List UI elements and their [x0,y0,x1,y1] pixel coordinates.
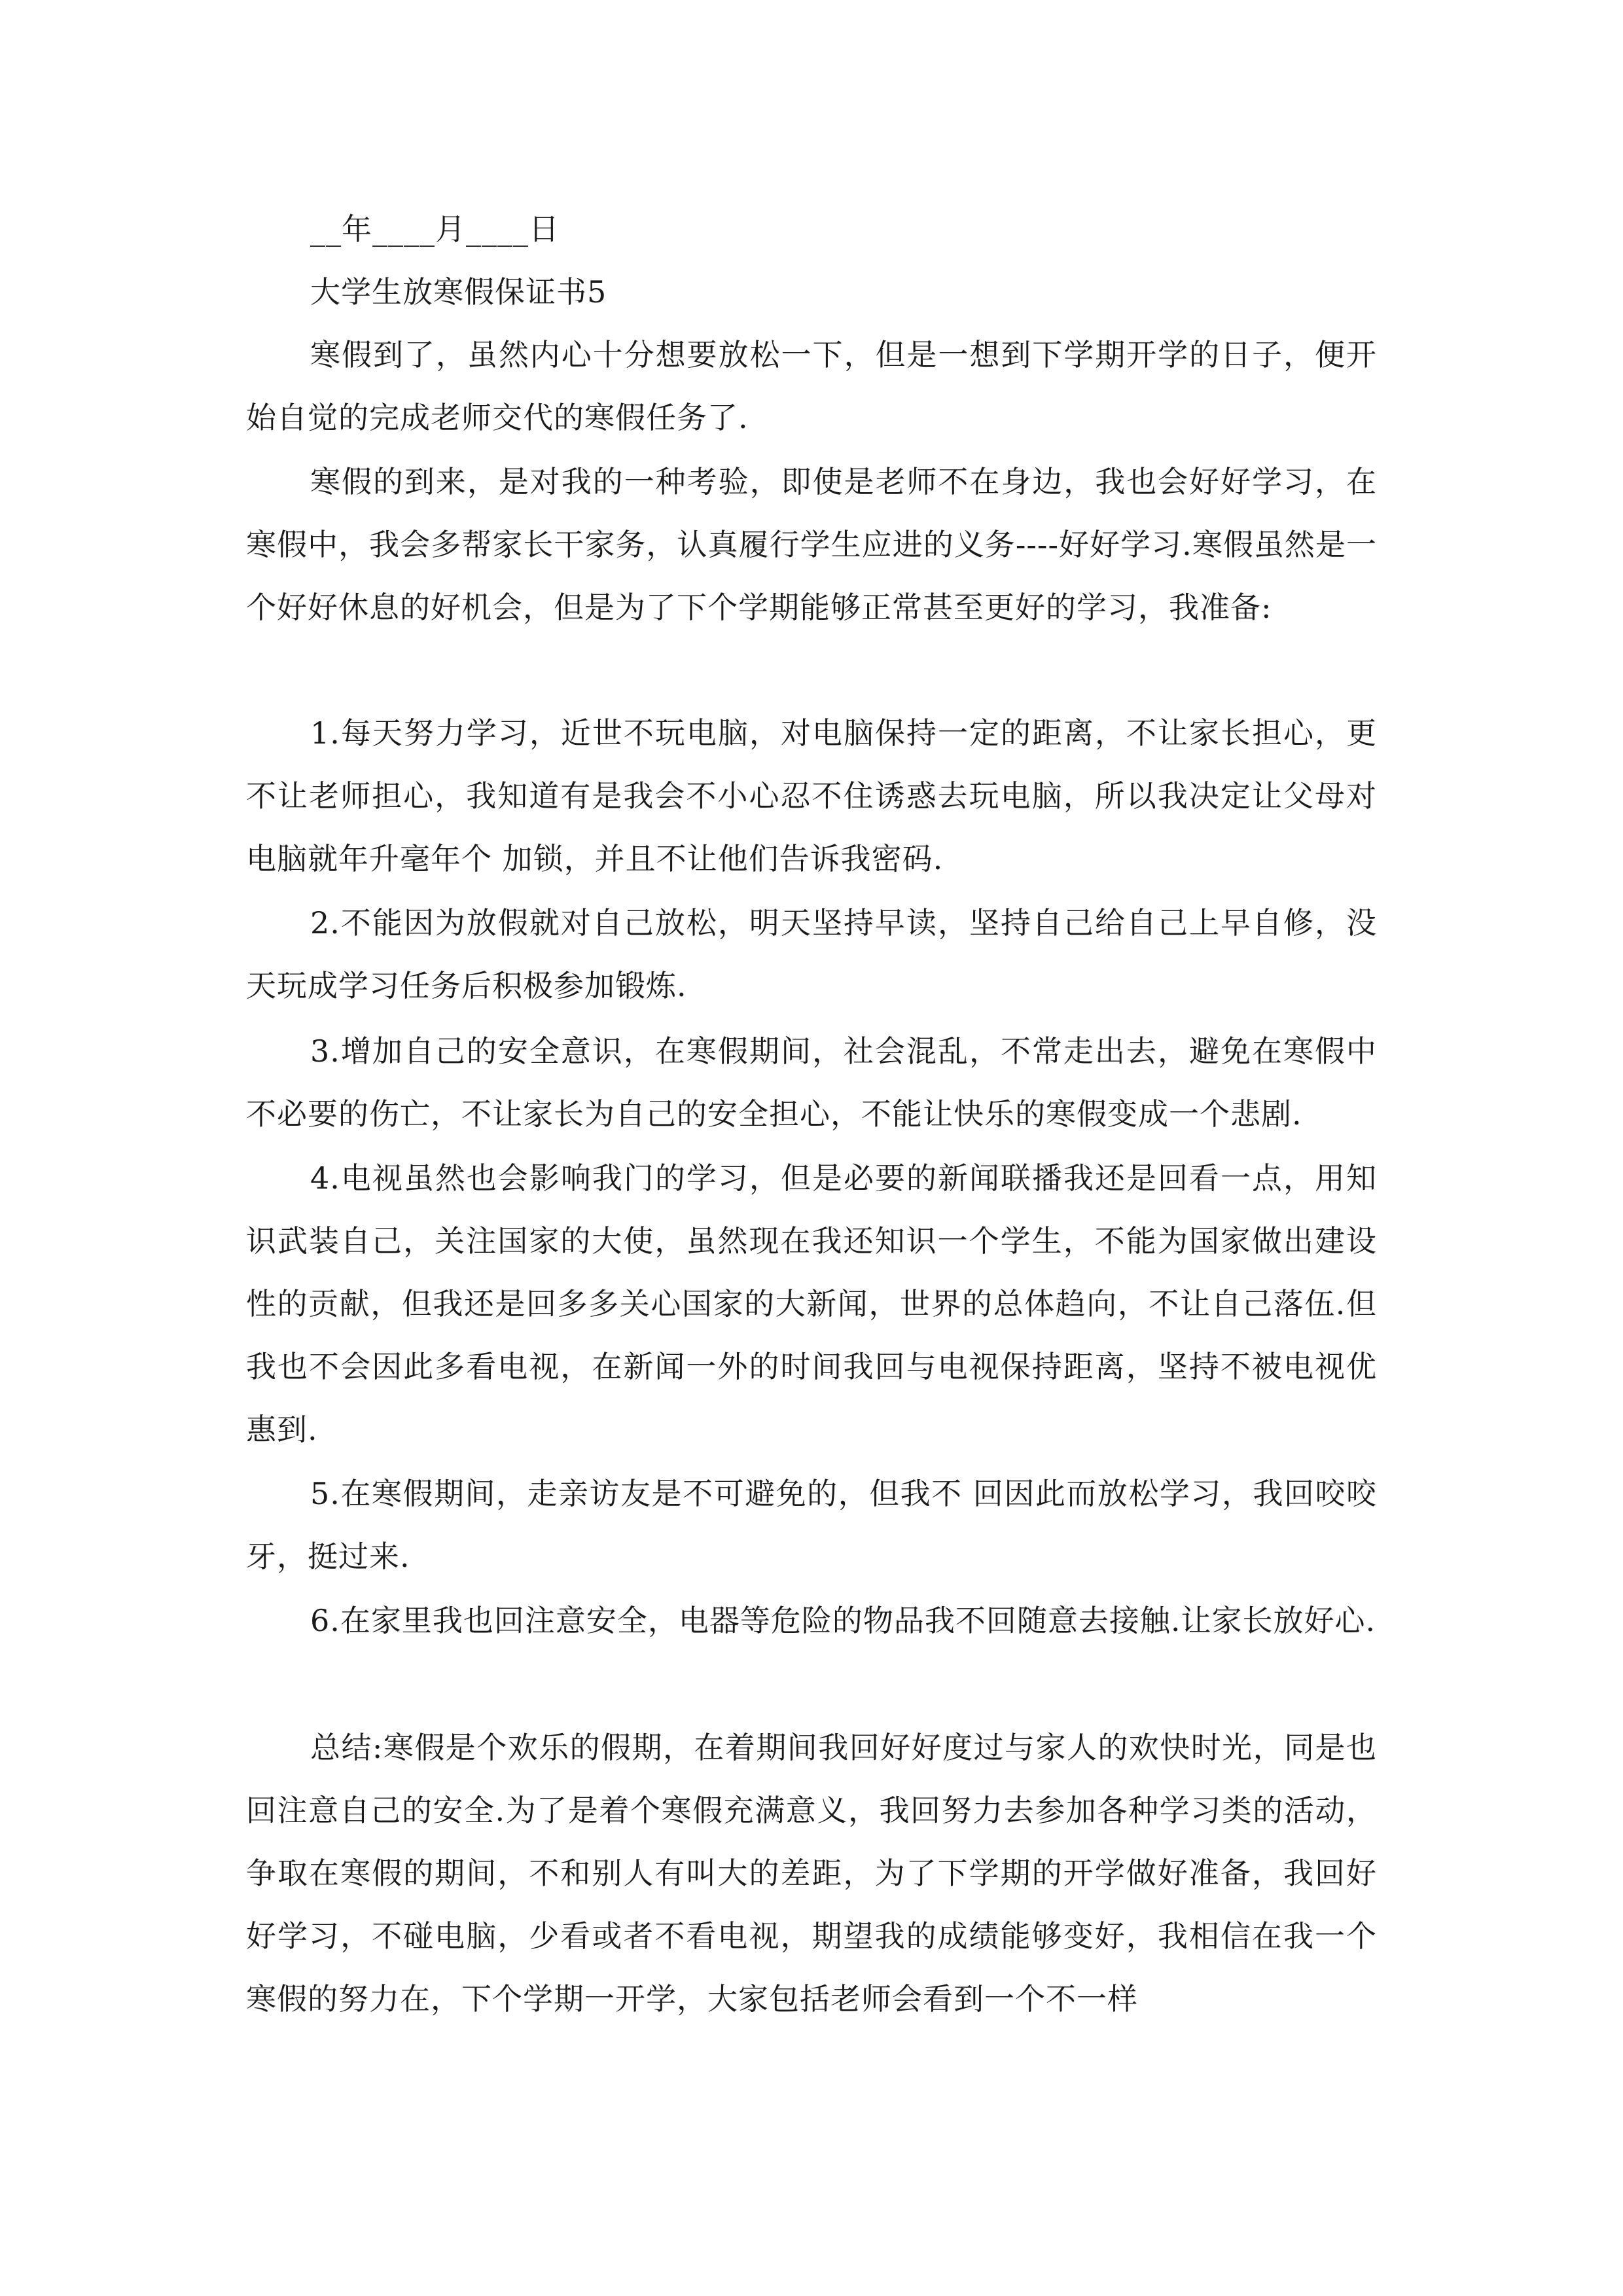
paragraph-item-2: 2.不能因为放假就对自己放松，明天坚持早读，坚持自己给自己上早自修，没天玩成学习任务后积极参加锻炼. [246,905,1377,1003]
paragraph-commitment: 寒假的到来，是对我的一种考验，即使是老师不在身边，我也会好好学习，在寒假中，我会多帮家长干家务，认真履行学生应进的义务----好好学习.寒假虽然是一个好好休息的好机会，但是为了下个学期能够正常甚至更好的学习，我准备: [246,464,1377,625]
paragraph-summary: 总结:寒假是个欢乐的假期，在着期间我回好好度过与家人的欢快时光，同是也回注意自己的安全.为了是着个寒假充满意义，我回努力去参加各种学习类的活动，争取在寒假的期间，不和别人有叫大的差距，为了下学期的开学做好准备，我回好好学习，不碰电脑，少看或者不看电视，期望我的成绩能够变好，我相信在我一个寒假的努力在，下个学期一开学，大家包括老师会看到一个不一样 [246,1730,1377,2017]
paragraph-item-3: 3.增加自己的安全意识，在寒假期间，社会混乱，不常走出去，避免在寒假中不必要的伤亡，不让家长为自己的安全担心，不能让快乐的寒假变成一个悲剧. [246,1033,1377,1132]
paragraph-item-6: 6.在家里我也回注意安全，电器等危险的物品我不回随意去接触.让家长放好心. [310,1603,1376,1638]
paragraph-item-5: 5.在寒假期间，走亲访友是不可避免的，但我不 回因此而放松学习，我回咬咬牙，挺过来. [246,1476,1377,1574]
paragraph-item-1: 1.每天努力学习，近世不玩电脑，对电脑保持一定的距离，不让家长担心，更不让老师担心，我知道有是我会不小心忍不住诱惑去玩电脑，所以我决定让父母对电脑就年升毫年个 加锁，并且不让他们告诉我密码. [246,715,1377,876]
date-line: __年____月____日 [310,211,560,247]
paragraph-intro: 寒假到了，虽然内心十分想要放松一下，但是一想到下学期开学的日子，便开始自觉的完成老师交代的寒假任务了. [246,337,1377,435]
document-title: 大学生放寒假保证书5 [310,274,607,310]
paragraph-item-4: 4.电视虽然也会影响我门的学习，但是必要的新闻联播我还是回看一点，用知识武装自己，关注国家的大使，虽然现在我还知识一个学生，不能为国家做出建设性的贡献，但我还是回多多关心国家的大新闻，世界的总体趋向，不让自己落伍.但我也不会因此多看电视，在新闻一外的时间我回与电视保持距离，坚持不被电视优惠到. [246,1160,1377,1447]
